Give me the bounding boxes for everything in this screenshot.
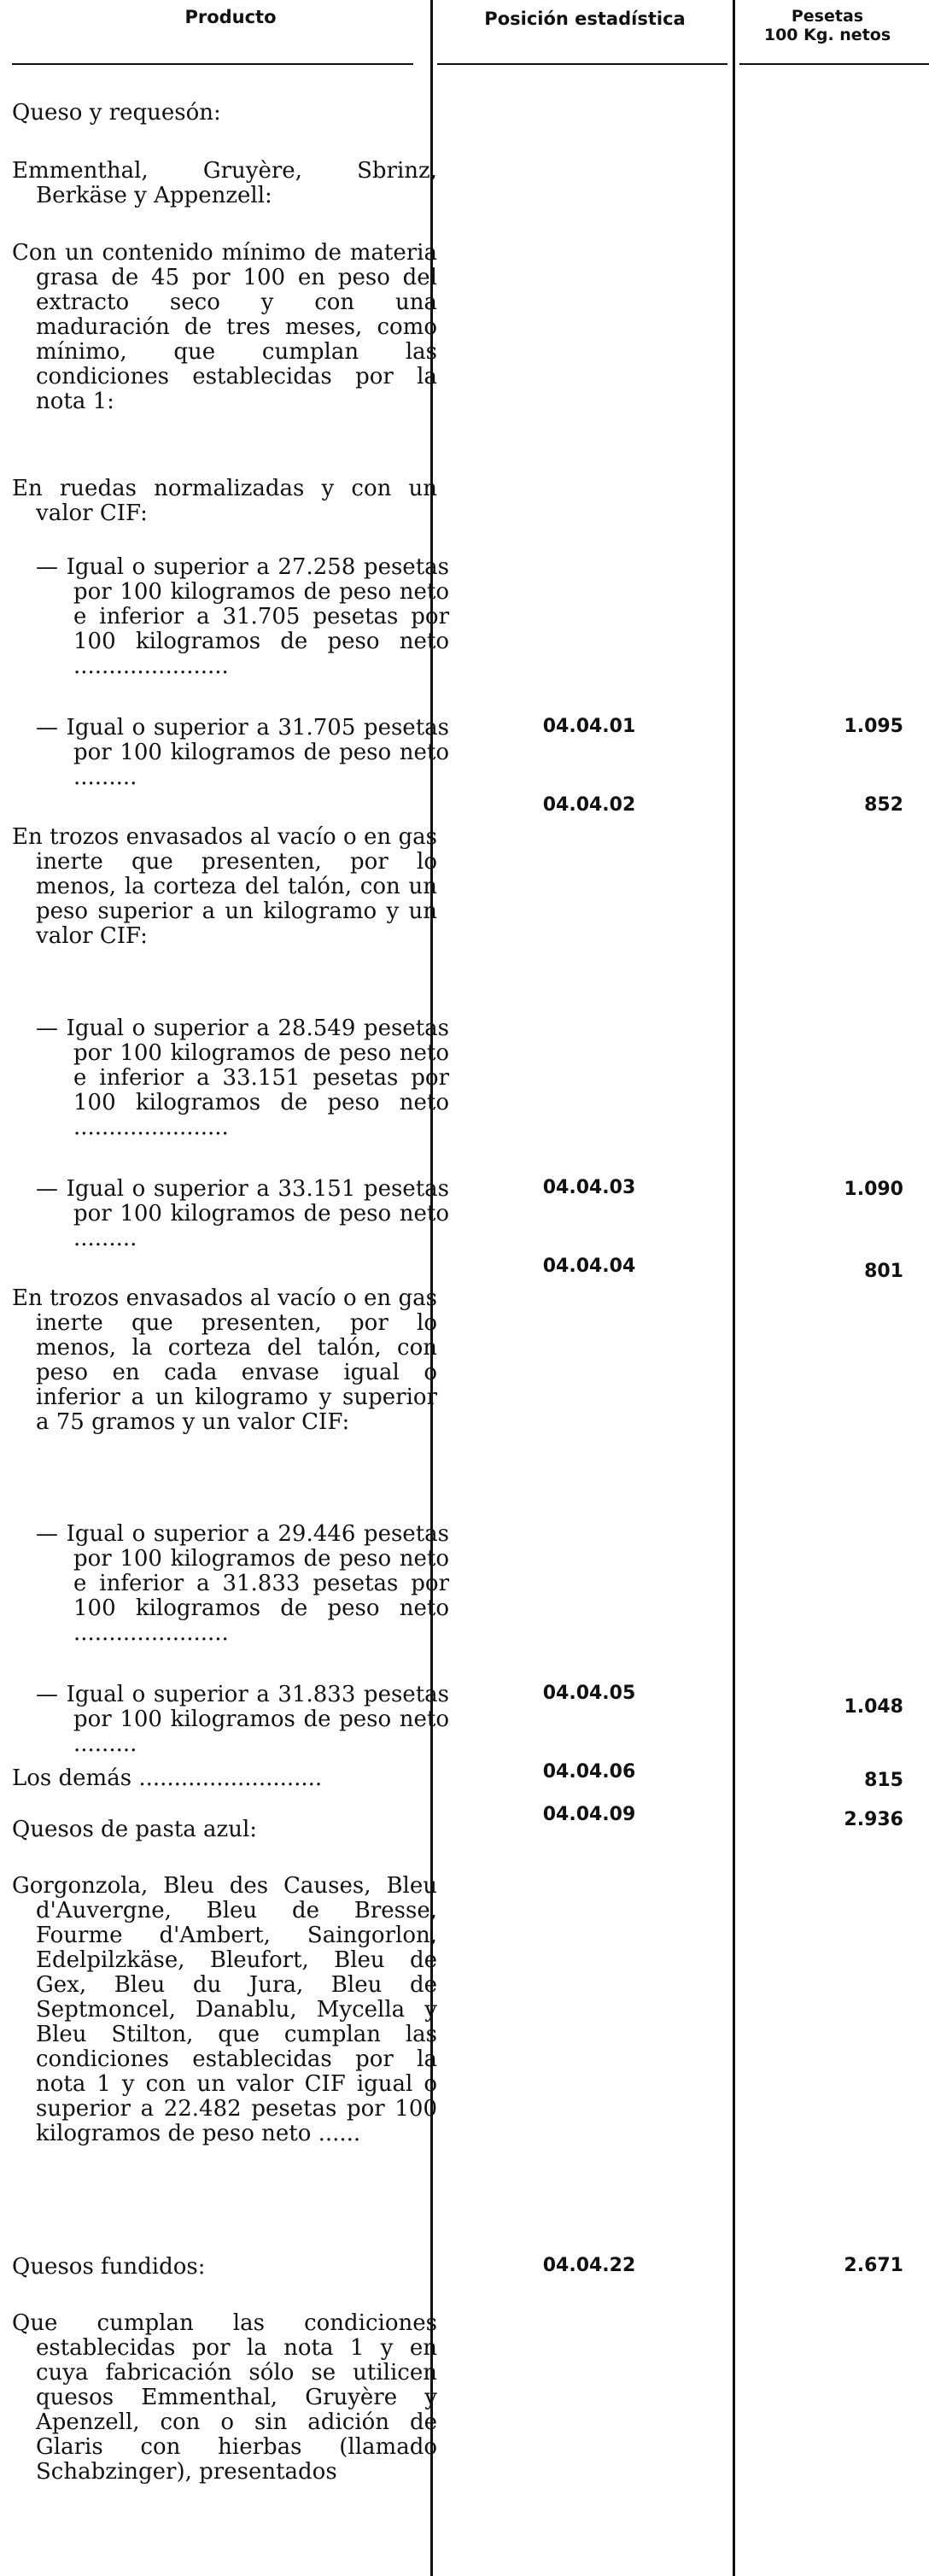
position-0404-03: 04.04.03	[542, 1177, 636, 1198]
position-0404-06: 04.04.06	[542, 1761, 636, 1783]
column-divider-right	[733, 0, 735, 2576]
subheading-emmenthal: Emmenthal, Gruyère, Sbrinz, Berkäse y Appenzell:	[12, 158, 437, 208]
header-rule-product	[12, 63, 413, 65]
pesetas-0404-04: 801	[864, 1261, 903, 1282]
pesetas-0404-03: 1.090	[844, 1179, 903, 1200]
section-heading-fundidos: Quesos fundidos:	[12, 2254, 206, 2280]
paragraph-quesos-fundidos: Que cumplan las condiciones establecidas por la nota 1 y en cuya fabricación sólo se utilicen quesos Emmenthal, Gruyère y Apenzell, con o sin adición de Glaris con hierbas (llamado Schabzinger), presentados	[12, 2310, 437, 2485]
position-0404-22: 04.04.22	[542, 2255, 636, 2276]
pesetas-0404-06: 815	[864, 1770, 903, 1791]
pesetas-0404-01: 1.095	[844, 716, 903, 737]
section-heading-queso: Queso y requesón:	[12, 100, 221, 126]
paragraph-contenido-minimo: Con un contenido mínimo de materia grasa de 45 por 100 en peso del extracto seco y con una maduración de tres meses, como mínimo, que cumplan las condiciones establecidas por la nota 1:	[12, 240, 437, 414]
column-header-position: Posición estadística	[484, 9, 686, 29]
paragraph-trozos-superior-kilo: En trozos envasados al vacío o en gas inerte que presenten, por lo menos, la corteza del talón, con un peso superior a un kilogramo y un valor CIF:	[12, 824, 437, 949]
column-header-pesetas-line2: 100 Kg. netos	[763, 26, 891, 44]
position-0404-02: 04.04.02	[542, 794, 636, 816]
position-0404-01: 04.04.01	[542, 716, 636, 737]
header-rule-pesetas	[739, 63, 929, 65]
item-text-0404-03: — Igual o superior a 28.549 pesetas por 100 kilogramos de peso neto e inferior a 33.151 pesetas por 100 kilogramos de peso neto ......................	[36, 1016, 449, 1140]
position-0404-04: 04.04.04	[542, 1256, 636, 1277]
item-text-0404-02: — Igual o superior a 31.705 pesetas por 100 kilogramos de peso neto .........	[36, 715, 449, 790]
item-text-0404-01: — Igual o superior a 27.258 pesetas por 100 kilogramos de peso neto e inferior a 31.705 pesetas por 100 kilogramos de peso neto ......................	[36, 554, 449, 679]
pesetas-0404-02: 852	[864, 794, 903, 816]
column-header-pesetas-line1: Pesetas	[791, 7, 864, 26]
column-header-pesetas	[726, 7, 929, 44]
pesetas-0404-09: 2.936	[844, 1809, 903, 1830]
column-header-product: Producto	[184, 7, 277, 27]
pesetas-0404-22: 2.671	[844, 2255, 903, 2276]
item-text-0404-22: Gorgonzola, Bleu des Causes, Bleu d'Auvergne, Bleu de Bresse, Fourme d'Ambert, Saingorlon, Edelpilzkäse, Bleufort, Bleu de Gex, Bleu du Jura, Bleu de Septmoncel, Danablu, Mycella y Bleu Stilton, que cumplan las condiciones establecidas por la nota 1 y con un valor CIF igual o superior a 22.482 pesetas por 100 kilogramos de peso neto ......	[12, 1873, 437, 2146]
paragraph-ruedas-normalizadas: En ruedas normalizadas y con un valor CIF:	[12, 476, 437, 526]
item-text-0404-06: — Igual o superior a 31.833 pesetas por 100 kilogramos de peso neto .........	[36, 1682, 449, 1757]
item-text-0404-09: Los demás ..........................	[12, 1765, 323, 1791]
item-text-0404-05: — Igual o superior a 29.446 pesetas por 100 kilogramos de peso neto e inferior a 31.833 pesetas por 100 kilogramos de peso neto ......................	[36, 1521, 449, 1646]
pesetas-0404-05: 1.048	[844, 1696, 903, 1718]
header-rule-position	[437, 63, 727, 65]
position-0404-05: 04.04.05	[542, 1683, 636, 1704]
position-0404-09: 04.04.09	[542, 1804, 636, 1825]
paragraph-trozos-inferior-kilo: En trozos envasados al vacío o en gas inerte que presenten, por lo menos, la corteza del talón, con peso en cada envase igual o inferior a un kilogramo y superior a 75 gramos y un valor CIF:	[12, 1285, 437, 1435]
item-text-0404-04: — Igual o superior a 33.151 pesetas por 100 kilogramos de peso neto .........	[36, 1176, 449, 1251]
section-heading-pasta-azul: Quesos de pasta azul:	[12, 1817, 258, 1842]
